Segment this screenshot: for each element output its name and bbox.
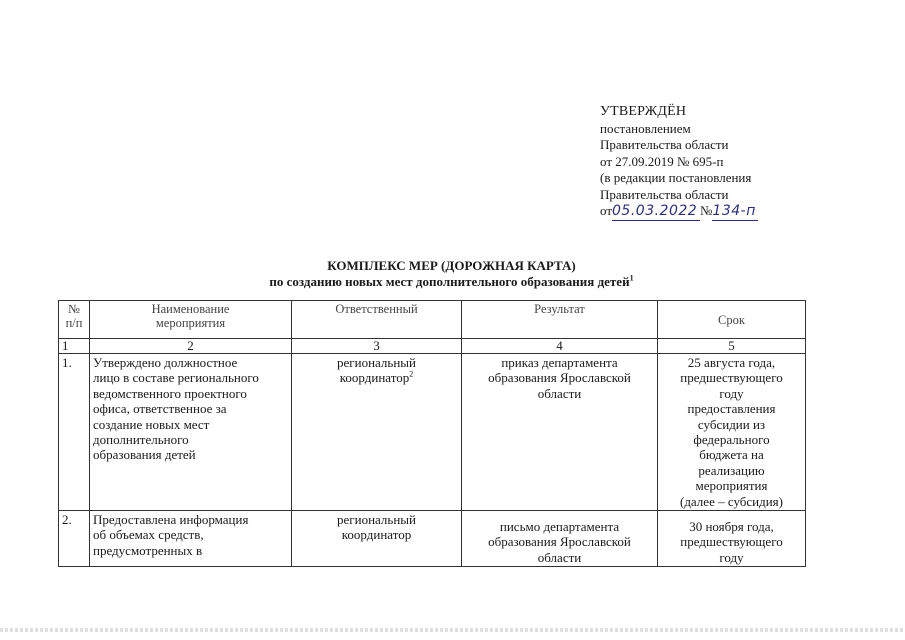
row-name: Утверждено должностное лицо в составе регионального ведомственного проектного офиса, ответственное за создание новых мест дополнительного образования детей (90, 354, 292, 511)
row-responsible: региональный координатор$^2$ (292, 354, 462, 511)
header-responsible: Ответственный (292, 301, 462, 339)
approval-line: Правительства области (600, 186, 729, 202)
column-number-row (59, 339, 806, 354)
approval-heading: УТВЕРЖДЁН (600, 104, 687, 119)
header-deadline: Срок (658, 301, 806, 339)
column-number: 3 (292, 339, 462, 354)
title-line-2 (0, 274, 905, 290)
roadmap-table (58, 300, 806, 567)
handwritten-date: 05.03.2022 (612, 203, 700, 221)
header-result: Результат (462, 301, 658, 339)
approval-prefix: от (600, 203, 613, 218)
table-row (59, 511, 806, 567)
approval-date-line (600, 203, 860, 221)
document-title (0, 258, 905, 290)
column-number: 5 (658, 339, 806, 354)
approval-line: постановлением (600, 120, 691, 136)
row-deadline: 25 августа года, предшествующего году предоставления субсидии из федерального бюджета на реализацию мероприятия (далее – субсидия) (658, 354, 806, 511)
approval-line: Правительства области (600, 137, 729, 152)
column-number: 4 (462, 339, 658, 354)
title-subtitle: по созданию новых мест дополнительного образования детей (269, 274, 630, 289)
handwritten-number: 134-п (712, 203, 758, 221)
title-line-1: КОМПЛЕКС МЕР (ДОРОЖНАЯ КАРТА) (327, 258, 576, 273)
column-number: 2 (90, 339, 292, 354)
approval-line: от 27.09.2019 № 695-п (600, 153, 724, 169)
row-num: 1. (59, 354, 90, 511)
scan-artifact (0, 628, 905, 632)
column-number: 1 (59, 339, 90, 354)
row-result: письмо департамента образования Ярославской области (462, 511, 658, 567)
row-name: Предоставлена информация об объемах средств, предусмотренных в (90, 511, 292, 567)
number-sign: № (700, 203, 713, 218)
table-row (59, 354, 806, 511)
row-result: приказ департамента образования Ярославской области (462, 354, 658, 511)
approval-stamp (600, 104, 860, 221)
row-deadline: 30 ноября года, предшествующего году (658, 511, 806, 567)
row-num: 2. (59, 511, 90, 567)
table-header-row (59, 301, 806, 339)
row-responsible: региональный координатор (292, 511, 462, 567)
header-num: № п/п (59, 301, 90, 339)
approval-line: (в редакции постановления (600, 170, 752, 185)
header-name: Наименование мероприятия (90, 301, 292, 339)
title-footnote-mark: 1 (629, 273, 634, 283)
footnote-mark: 2 (409, 370, 414, 380)
